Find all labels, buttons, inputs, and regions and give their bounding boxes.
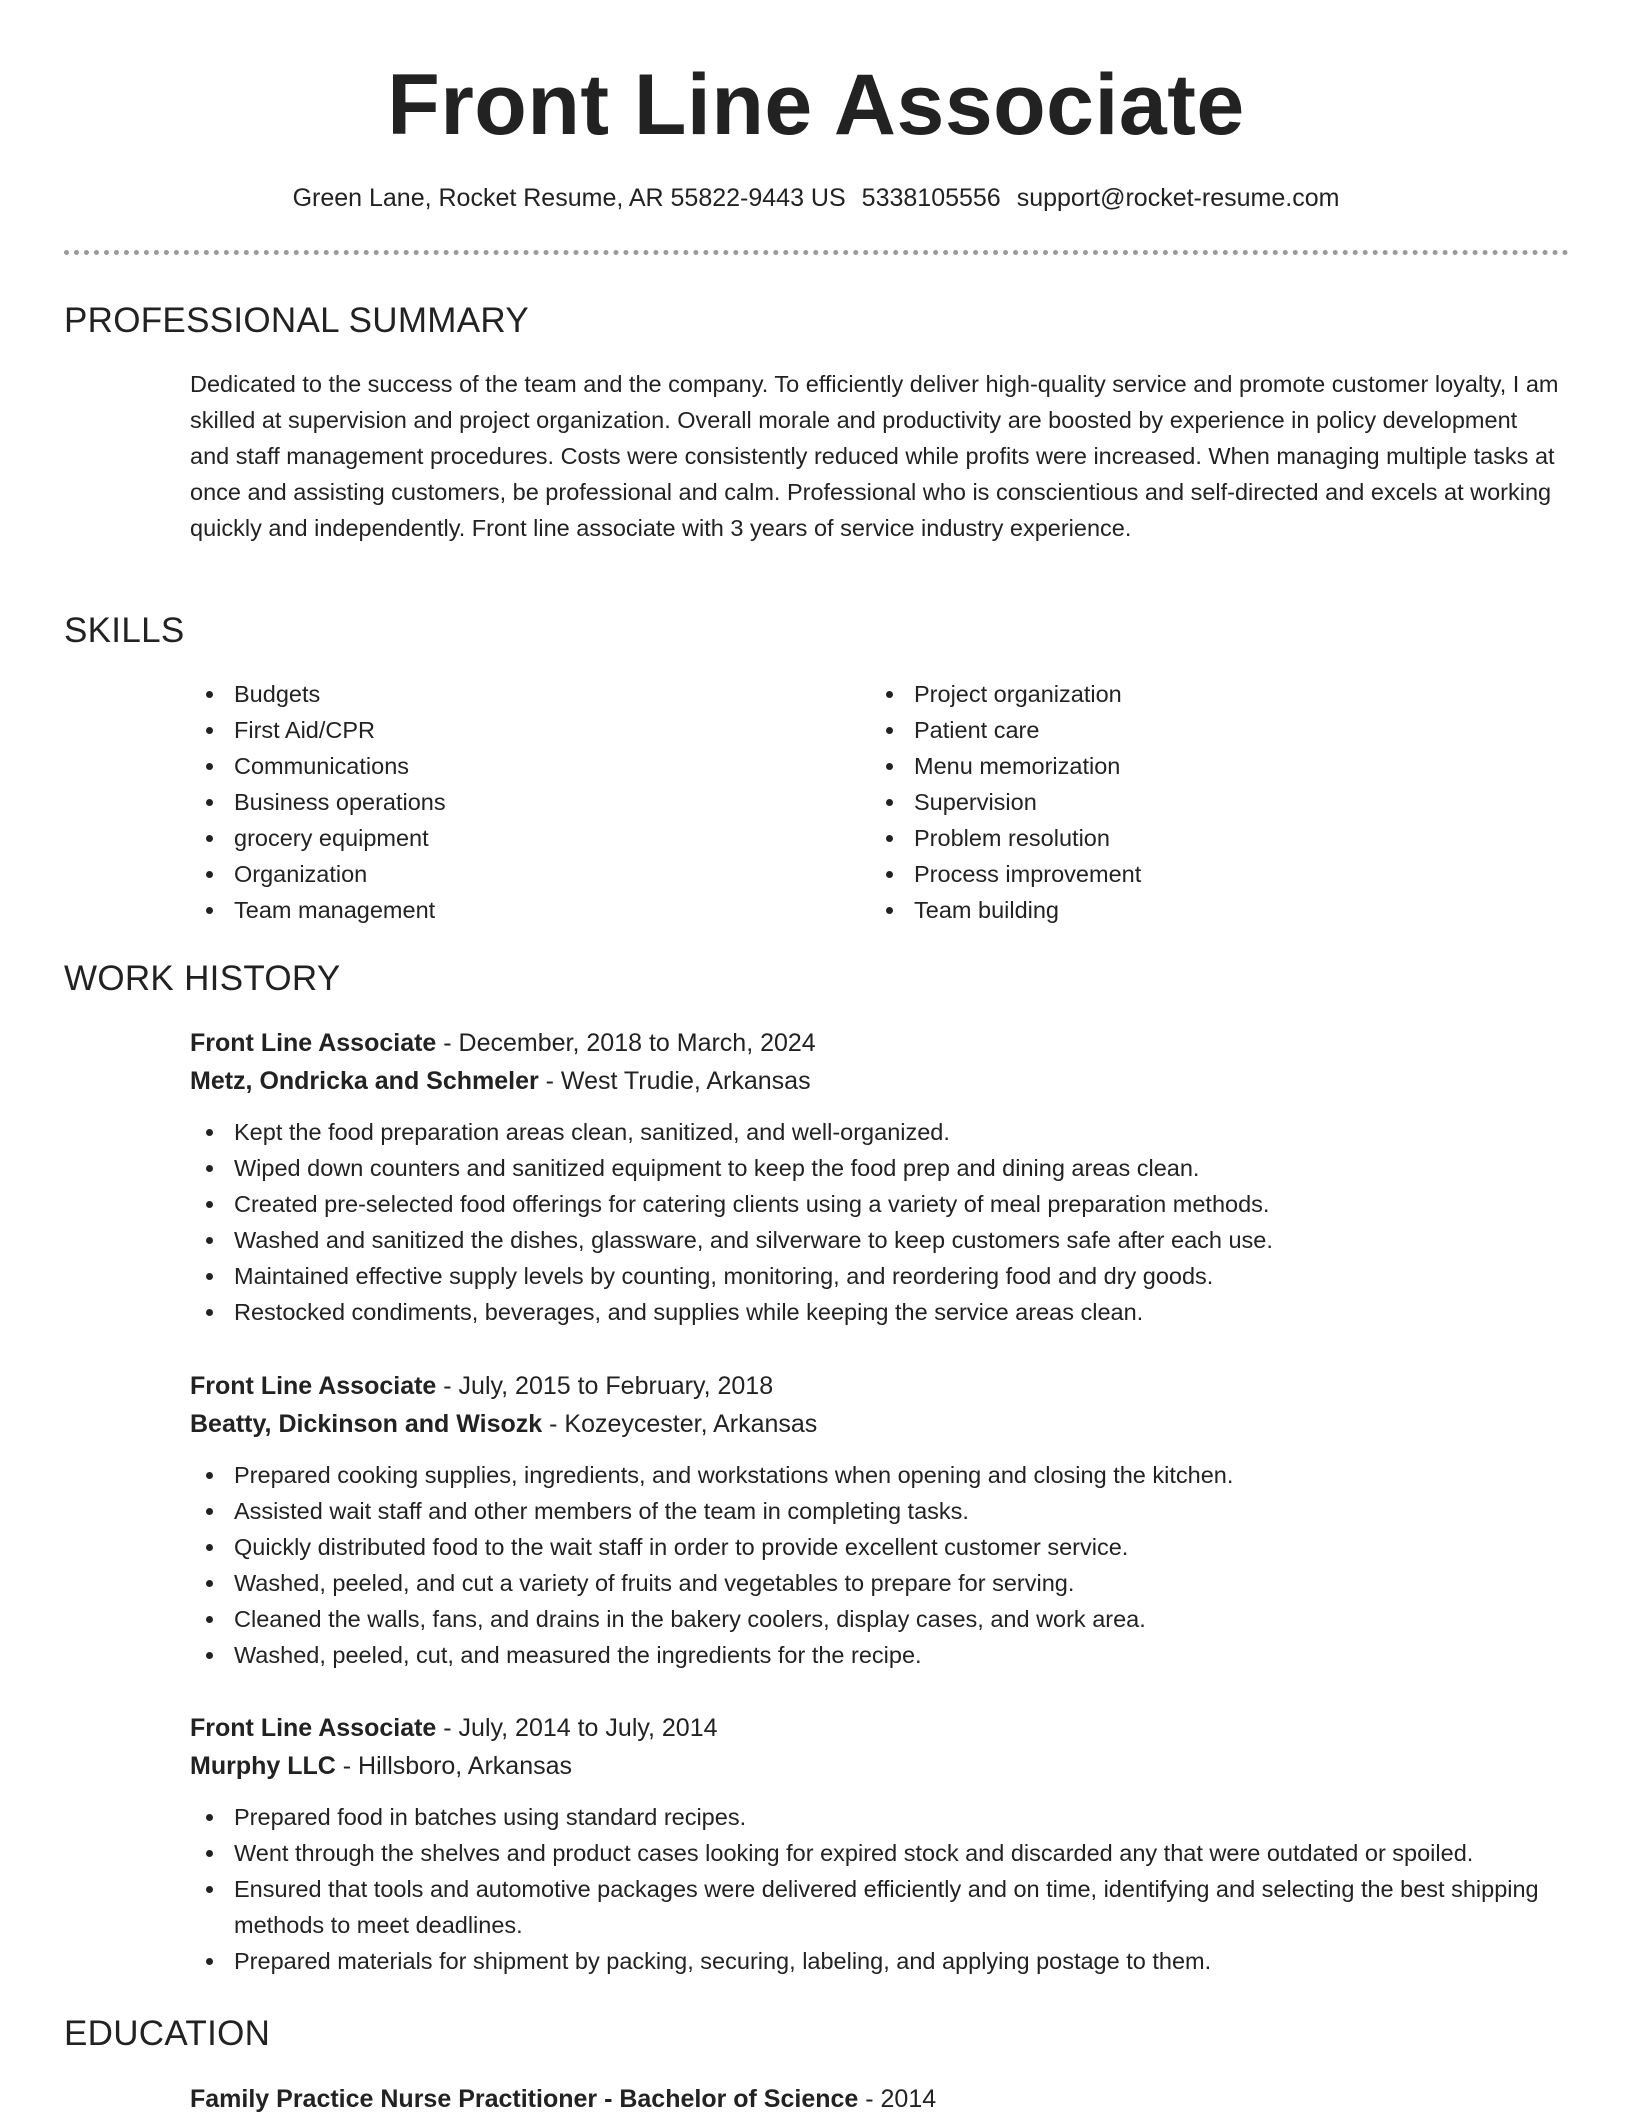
job-duty: Assisted wait staff and other members of the team in completing tasks. — [190, 1493, 1580, 1529]
skill-item: Menu memorization — [870, 748, 1141, 784]
job-dates: - July, 2014 to July, 2014 — [436, 1714, 718, 1742]
contact-phone: 5338105556 — [861, 184, 1001, 212]
job-duties — [190, 1457, 1580, 1673]
job-company-line — [190, 1062, 1580, 1100]
job-duty: Quickly distributed food to the wait staff in order to provide excellent customer service. — [190, 1529, 1580, 1565]
contact-email: support@rocket-resume.com — [1016, 184, 1340, 212]
skill-item: Business operations — [190, 784, 446, 820]
skill-item: First Aid/CPR — [190, 712, 446, 748]
resume-name: Front Line Associate — [387, 57, 1245, 153]
job-location: - Hillsboro, Arkansas — [335, 1752, 573, 1780]
skill-item: Project organization — [870, 676, 1141, 712]
job-title-line — [190, 1709, 1580, 1747]
job-duty: Maintained effective supply levels by counting, monitoring, and reordering food and dry goods. — [190, 1258, 1580, 1294]
job-duty: Wiped down counters and sanitized equipment to keep the food prep and dining areas clean. — [190, 1150, 1580, 1186]
skill-item: Team building — [870, 892, 1141, 928]
job-entry — [190, 1367, 1580, 1673]
education-degree: Family Practice Nurse Practitioner - Bachelor of Science — [190, 2085, 859, 2113]
job-duty: Prepared cooking supplies, ingredients, and workstations when opening and closing the kitchen. — [190, 1457, 1580, 1493]
job-duties — [190, 1799, 1580, 1979]
skill-item: Problem resolution — [870, 820, 1141, 856]
job-duty: Washed, peeled, and cut a variety of fruits and vegetables to prepare for serving. — [190, 1565, 1580, 1601]
skill-item: Organization — [190, 856, 446, 892]
job-location: - Kozeycester, Arkansas — [542, 1410, 818, 1438]
skills-column-right — [870, 676, 1141, 928]
job-company-line — [190, 1405, 1580, 1443]
skill-item: Budgets — [190, 676, 446, 712]
job-title: Front Line Associate — [190, 1714, 437, 1742]
job-duties — [190, 1114, 1580, 1330]
job-duty: Washed and sanitized the dishes, glassware, and silverware to keep customers safe after each use. — [190, 1222, 1580, 1258]
job-company-line — [190, 1747, 1580, 1785]
job-duty: Went through the shelves and product cases looking for expired stock and discarded any that were outdated or spoiled. — [190, 1835, 1580, 1871]
summary-text: Dedicated to the success of the team and the company. To efficiently deliver high-quality service and promote customer loyalty, I am skilled at supervision and project organization. Overall morale and productivity are boosted by experience in policy development and staff management procedures. Costs were consistently reduced while profits were increased. When managing multiple tasks at once and assisting customers, be professional and calm. Professional who is conscientious and self-directed and excels at working quickly and independently. Front line associate with 3 years of service industry experience. — [190, 371, 1559, 541]
job-title: Front Line Associate — [190, 1029, 437, 1057]
education-entry — [190, 2080, 936, 2118]
job-duty: Washed, peeled, cut, and measured the ingredients for the recipe. — [190, 1637, 1580, 1673]
skill-item: Process improvement — [870, 856, 1141, 892]
job-title-line — [190, 1367, 1580, 1405]
skills-column-left — [190, 676, 446, 928]
job-duty: Prepared materials for shipment by packing, securing, labeling, and applying postage to them. — [190, 1943, 1580, 1979]
job-duty: Ensured that tools and automotive packages were delivered efficiently and on time, identifying and selecting the best shipping methods to meet deadlines. — [190, 1871, 1580, 1943]
job-entry — [190, 1024, 1580, 1330]
education-year: - 2014 — [858, 2085, 937, 2113]
job-duty: Kept the food preparation areas clean, sanitized, and well-organized. — [190, 1114, 1580, 1150]
skill-item: Patient care — [870, 712, 1141, 748]
education-heading: EDUCATION — [64, 2014, 271, 2053]
job-duty: Created pre-selected food offerings for catering clients using a variety of meal preparation methods. — [190, 1186, 1580, 1222]
work-history-heading: WORK HISTORY — [64, 959, 341, 998]
skill-item: Supervision — [870, 784, 1141, 820]
job-duty: Restocked condiments, beverages, and supplies while keeping the service areas clean. — [190, 1294, 1580, 1330]
skill-item: Communications — [190, 748, 446, 784]
contact-address: Green Lane, Rocket Resume, AR 55822-9443 US — [292, 184, 846, 212]
job-duty: Cleaned the walls, fans, and drains in the bakery coolers, display cases, and work area. — [190, 1601, 1580, 1637]
job-company: Metz, Ondricka and Schmeler — [190, 1067, 539, 1095]
skill-item: grocery equipment — [190, 820, 446, 856]
contact-line — [0, 180, 1632, 216]
skill-item: Team management — [190, 892, 446, 928]
job-title: Front Line Associate — [190, 1372, 437, 1400]
job-location: - West Trudie, Arkansas — [538, 1067, 811, 1095]
header-divider — [64, 250, 1569, 255]
job-dates: - December, 2018 to March, 2024 — [436, 1029, 816, 1057]
job-dates: - July, 2015 to February, 2018 — [436, 1372, 774, 1400]
job-company: Murphy LLC — [190, 1752, 336, 1780]
job-entry — [190, 1709, 1580, 1979]
job-title-line — [190, 1024, 1580, 1062]
summary-heading: PROFESSIONAL SUMMARY — [64, 301, 529, 340]
job-duty: Prepared food in batches using standard recipes. — [190, 1799, 1580, 1835]
skills-heading: SKILLS — [64, 611, 185, 650]
job-company: Beatty, Dickinson and Wisozk — [190, 1410, 543, 1438]
